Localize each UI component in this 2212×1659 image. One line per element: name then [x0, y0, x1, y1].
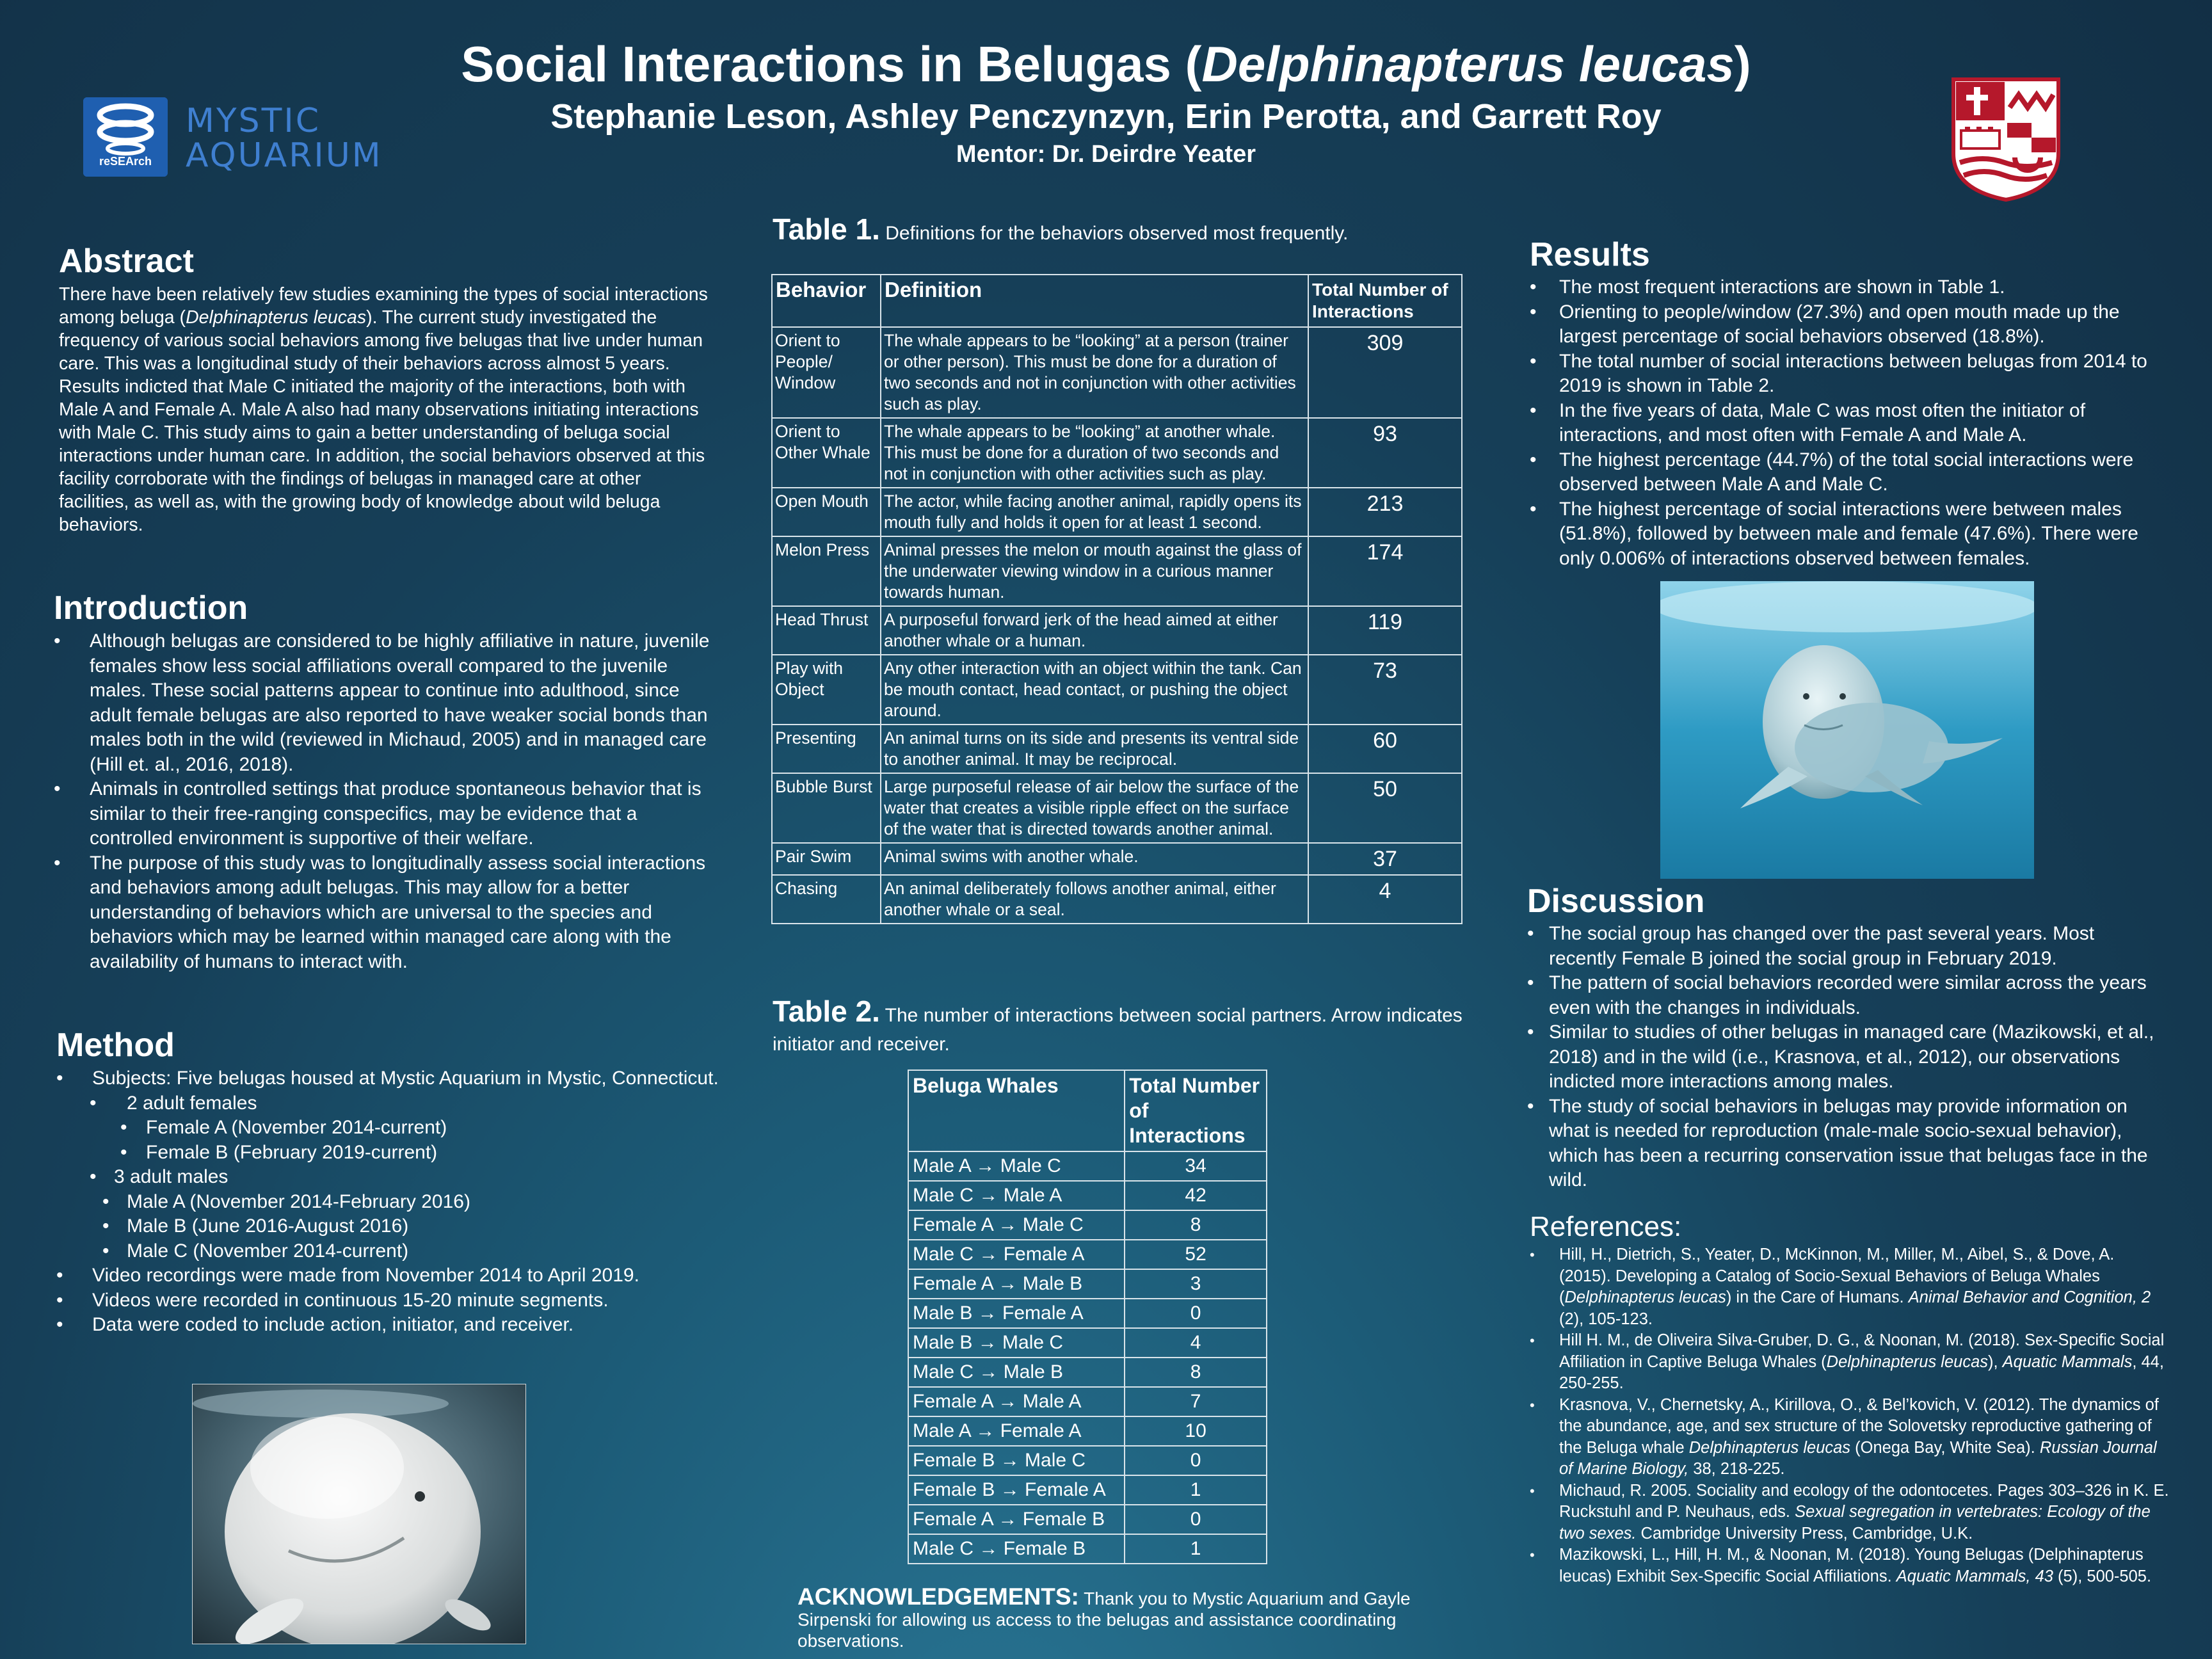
count-cell: 1	[1125, 1534, 1267, 1564]
method-heading: Method	[56, 1027, 175, 1064]
logo-line-1: MYSTIC	[186, 102, 321, 140]
results-list	[1530, 275, 2170, 571]
table2-caption-text: The number of interactions between social partners. Arrow indicates initiator and receiver.	[773, 1005, 1463, 1055]
count-cell: 0	[1125, 1505, 1267, 1534]
table-row	[908, 1505, 1267, 1534]
definition-cell: The actor, while facing another animal, rapidly opens its mouth fully and holds it open for at least 1 second.	[881, 488, 1308, 536]
count-cell: 60	[1308, 725, 1462, 773]
count-cell: 0	[1125, 1299, 1267, 1328]
reference-text: Hill, H., Dietrich, S., Yeater, D., McKinnon, M., Miller, M., Aibel, S., & Dove, A. (2015). Developing a Catalog of Socio-Sexual Behaviors of Beluga Whales (	[1559, 1246, 2115, 1306]
crest-shield-icon	[1951, 77, 2061, 202]
discussion-list	[1527, 922, 2161, 1193]
table-row	[908, 1181, 1267, 1210]
discussion-heading: Discussion	[1527, 883, 1705, 920]
table-row	[772, 773, 1462, 843]
introduction-list	[54, 629, 719, 974]
definition-cell: Animal swims with another whale.	[881, 843, 1308, 875]
list-item: • The most frequent interactions are shown in Table 1.	[1530, 275, 2170, 300]
list-item: • Female A (November 2014-current)	[56, 1116, 722, 1141]
abstract-text	[59, 283, 712, 536]
reference-italic: Russian Journal of Marine Biology,	[1559, 1438, 2157, 1478]
table1-caption	[773, 211, 1348, 255]
table-row	[908, 1299, 1267, 1328]
pair-cell: Male C → Female B	[908, 1534, 1125, 1564]
acknowledgements-text: Thank you to Mystic Aquarium and Gayle Sirpenski for allowing us access to the belugas and assistance coordinating observations.	[797, 1589, 1411, 1651]
count-cell: 37	[1308, 843, 1462, 875]
reference-text: Hill H. M., de Oliveira Silva-Gruber, D. G., & Noonan, M. (2018). Sex-Specific Social Affiliation in Captive Beluga Whales (	[1559, 1331, 2165, 1371]
pair-cell: Female B → Female A	[908, 1475, 1125, 1505]
poster-authors: Stephanie Leson, Ashley Penczynzyn, Erin Perotta, and Garrett Roy	[550, 97, 1662, 136]
definition-cell: The whale appears to be “looking” at a person (trainer or other person). This must be done for a duration of two seconds and not in conjunction with other activities such as play.	[881, 327, 1308, 418]
list-item: • Orienting to people/window (27.3%) and open mouth made up the largest percentage of social behaviors observed (18.8%).	[1530, 300, 2170, 349]
mystic-aquarium-logo	[83, 97, 383, 180]
list-item: • 2 adult females	[56, 1091, 722, 1116]
introduction-heading: Introduction	[54, 589, 248, 627]
list-item: • The pattern of social behaviors recorded were similar across the years even with the changes in individuals.	[1527, 971, 2161, 1020]
count-cell: 52	[1125, 1240, 1267, 1269]
definition-cell: An animal turns on its side and presents its ventral side to another animal. It may be reciprocal.	[881, 725, 1308, 773]
column-header-total: Total Number of Interactions	[1125, 1070, 1267, 1151]
count-cell: 174	[1308, 536, 1462, 606]
title-species-name: Delphinapterus leucas	[1201, 36, 1735, 92]
table-row	[908, 1416, 1267, 1446]
social-partners-table	[908, 1070, 1267, 1564]
reference-italic: Aquatic Mammals, 43	[1896, 1567, 2053, 1585]
list-item: • Videos were recorded in continuous 15-20 minute segments.	[56, 1288, 722, 1313]
definition-cell: The whale appears to be “looking” at another whale. This must be done for a duration of two seconds and not in conjunction with other activities such as play.	[881, 418, 1308, 488]
pair-cell: Male A → Female A	[908, 1416, 1125, 1446]
university-crest-icon	[1951, 77, 2061, 202]
list-item: • Male B (June 2016-August 2016)	[56, 1214, 722, 1239]
abstract-heading: Abstract	[59, 243, 194, 280]
table-row	[772, 536, 1462, 606]
reference-item	[1530, 1395, 2170, 1480]
count-cell: 73	[1308, 655, 1462, 725]
definition-cell: Large purposeful release of air below the surface of the water that creates a visible ripple effect on the surface of the water that is directed towards another animal.	[881, 773, 1308, 843]
poster-title	[0, 35, 2212, 93]
table2-caption	[773, 995, 1528, 1061]
reference-text: (5), 500-505.	[2053, 1567, 2152, 1585]
column-header-belugas: Beluga Whales	[908, 1070, 1125, 1151]
count-cell: 4	[1308, 875, 1462, 924]
reference-italic: Delphinapterus leucas	[1564, 1288, 1726, 1306]
reference-text: (2), 105-123.	[1559, 1310, 1653, 1328]
list-item: • In the five years of data, Male C was most often the initiator of interactions, and most often with Female A and Male A.	[1530, 399, 2170, 448]
reference-item	[1530, 1330, 2170, 1395]
table-row	[908, 1240, 1267, 1269]
reference-text: 38, 218-225.	[1688, 1460, 1785, 1478]
behavior-cell: Melon Press	[772, 536, 881, 606]
reference-italic: Animal Behavior and Cognition, 2	[1908, 1288, 2151, 1306]
reference-italic: Aquatic Mammals	[2002, 1352, 2133, 1371]
pair-cell: Male B → Male C	[908, 1328, 1125, 1358]
list-item: • Animals in controlled settings that produce spontaneous behavior that is similar to their free-ranging conspecifics, may be evidence that a controlled environment is supportive of their welfare.	[54, 777, 719, 851]
logo-research-badge: reSEArch	[99, 155, 152, 168]
reference-text: Mazikowski, L., Hill, H. M., & Noonan, M. (2018). Young Belugas (Delphinapterus leucas) Exhibit Sex-Specific Social Affiliations.	[1559, 1546, 2144, 1585]
list-item: • The total number of social interactions between belugas from 2014 to 2019 is shown in Table 2.	[1530, 349, 2170, 399]
count-cell: 309	[1308, 327, 1462, 418]
pair-cell: Male C → Male A	[908, 1181, 1125, 1210]
table-row	[772, 875, 1462, 924]
table-row	[908, 1446, 1267, 1475]
logo-line-2: AQUARIUM	[186, 136, 383, 175]
table-row	[772, 843, 1462, 875]
list-item: • The highest percentage (44.7%) of the total social interactions were observed between Male A and Male C.	[1530, 448, 2170, 497]
table1-caption-label: Table 1.	[773, 212, 880, 246]
reference-text: ),	[1988, 1352, 2003, 1371]
behavior-cell: Pair Swim	[772, 843, 881, 875]
count-cell: 34	[1125, 1151, 1267, 1181]
reference-italic: Delphinapterus leucas	[1688, 1438, 1851, 1457]
behavior-cell: Head Thrust	[772, 606, 881, 655]
list-item: • Similar to studies of other belugas in managed care (Mazikowski, et al., 2018) and in the wild (i.e., Krasnova, et al., 2012), our observations indicted more interactions among males.	[1527, 1020, 2161, 1094]
reference-italic: Sexual segregation in vertebrates: Ecology of the two sexes.	[1559, 1503, 2151, 1543]
count-cell: 8	[1125, 1210, 1267, 1240]
list-item: • The purpose of this study was to longitudinally assess social interactions and behaviors among adult belugas. This may allow for a better understanding of behaviors which are universal to the species and behaviors which may be learned within managed care along with the availability of humans to interact with.	[54, 851, 719, 975]
reference-text: Cambridge University Press, Cambridge, U.K.	[1636, 1524, 1973, 1543]
table-row	[908, 1534, 1267, 1564]
list-item: • Although belugas are considered to be highly affiliative in nature, juvenile females show less social affiliations overall compared to the juvenile males. These social patterns appear to continue into adulthood, since adult female belugas are also reported to have weaker social bonds than males both in the wild (reviewed in Michaud, 2005) and in managed care (Hill et. al., 2016, 2018).	[54, 629, 719, 777]
poster-mentor: Mentor: Dr. Deirdre Yeater	[956, 141, 1256, 168]
list-item: • The study of social behaviors in belugas may provide information on what is needed for reproduction (male-male socio-sexual behavior), which has been a recurring conservation issue that belugas face in the wild.	[1527, 1094, 2161, 1193]
beluga-underwater-image	[1660, 581, 2034, 879]
behavior-cell: Bubble Burst	[772, 773, 881, 843]
abstract-text-part: There have been relatively few studies examining the types of social interactions among beluga (	[59, 284, 708, 328]
references-heading: References:	[1530, 1211, 1682, 1242]
column-header-total: Total Number of Interactions	[1308, 275, 1462, 327]
table-row	[908, 1387, 1267, 1416]
behavior-cell: Chasing	[772, 875, 881, 924]
pair-cell: Male C → Male B	[908, 1358, 1125, 1387]
table-header-row	[908, 1070, 1267, 1151]
table-row	[908, 1210, 1267, 1240]
count-cell: 7	[1125, 1387, 1267, 1416]
table2-caption-label: Table 2.	[773, 995, 880, 1028]
list-item: • The highest percentage of social interactions were between males (51.8%), followed by between male and female (47.6%). There were only 0.006% of interactions observed between females.	[1530, 497, 2170, 572]
pair-cell: Male A → Male C	[908, 1151, 1125, 1181]
table-row	[772, 488, 1462, 536]
behavior-cell: Play with Object	[772, 655, 881, 725]
table-row	[772, 418, 1462, 488]
behavior-cell: Orient to Other Whale	[772, 418, 881, 488]
pair-cell: Female B → Male C	[908, 1446, 1125, 1475]
table-row	[908, 1151, 1267, 1181]
list-item: • Male C (November 2014-current)	[56, 1239, 722, 1264]
reference-text: Michaud, R. 2005. Sociality and ecology of the odontocetes. Pages 303–326 in K. E. Ruckstuhl and P. Neuhaus, eds.	[1559, 1481, 2169, 1521]
count-cell: 93	[1308, 418, 1462, 488]
reference-text: Krasnova, V., Chernetsky, A., Kirillova, O., & Bel’kovich, V. (2012). The dynamics of the abundance, age, and sex structure of the Solovetsky reproductive gathering of the Beluga whale	[1559, 1395, 2159, 1457]
list-item: • Video recordings were made from November 2014 to April 2019.	[56, 1263, 722, 1288]
list-item: • Male A (November 2014-February 2016)	[56, 1190, 722, 1215]
reference-text: ) in the Care of Humans.	[1726, 1288, 1909, 1306]
reference-item	[1530, 1480, 2170, 1545]
table-row	[908, 1475, 1267, 1505]
behavior-cell: Orient to People/ Window	[772, 327, 881, 418]
definition-cell: Animal presses the melon or mouth against the glass of the underwater viewing window in a curious manner towards human.	[881, 536, 1308, 606]
list-item: • Subjects: Five belugas housed at Mystic Aquarium in Mystic, Connecticut.	[56, 1066, 722, 1091]
list-item: • Female B (February 2019-current)	[56, 1141, 722, 1166]
title-text-end: )	[1734, 36, 1751, 92]
count-cell: 50	[1308, 773, 1462, 843]
reference-text: , 44, 250-255.	[1559, 1352, 2164, 1392]
table-row	[908, 1269, 1267, 1299]
references-list	[1530, 1244, 2170, 1587]
table-row	[908, 1358, 1267, 1387]
behavior-cell: Presenting	[772, 725, 881, 773]
table-row	[772, 327, 1462, 418]
reference-item	[1530, 1544, 2170, 1587]
reference-text: (Onega Bay, White Sea).	[1850, 1438, 2040, 1457]
count-cell: 0	[1125, 1446, 1267, 1475]
definition-cell: Any other interaction with an object within the tank. Can be mouth contact, head contact, or pushing the object around.	[881, 655, 1308, 725]
pair-cell: Female A → Male C	[908, 1210, 1125, 1240]
results-heading: Results	[1530, 236, 1650, 273]
abstract-species-name: Delphinapterus leucas	[186, 307, 367, 328]
count-cell: 1	[1125, 1475, 1267, 1505]
count-cell: 42	[1125, 1181, 1267, 1210]
reference-item	[1530, 1244, 2170, 1330]
count-cell: 10	[1125, 1416, 1267, 1446]
reference-italic: Delphinapterus leucas	[1826, 1352, 1988, 1371]
beluga-closeup-image	[193, 1384, 525, 1644]
beluga-photo-underwater	[1660, 581, 2034, 879]
beluga-photo-closeup	[192, 1384, 526, 1644]
table-row	[908, 1328, 1267, 1358]
list-item: • Data were coded to include action, initiator, and receiver.	[56, 1313, 722, 1338]
table-row	[772, 655, 1462, 725]
behavior-cell: Open Mouth	[772, 488, 881, 536]
pair-cell: Male C → Female A	[908, 1240, 1125, 1269]
list-item: • The social group has changed over the past several years. Most recently Female B joined the social group in February 2019.	[1527, 922, 2161, 971]
table-row	[772, 606, 1462, 655]
pair-cell: Female A → Female B	[908, 1505, 1125, 1534]
count-cell: 3	[1125, 1269, 1267, 1299]
pair-cell: Male B → Female A	[908, 1299, 1125, 1328]
count-cell: 119	[1308, 606, 1462, 655]
abstract-text-part: ). The current study investigated the frequency of various social behaviors among five belugas that live under human care. This was a longitudinal study of their behaviors across almost 5 years. Results indicted that Male C initiated the majority of the interactions, both with Male A and Female A. Male A also had many observations initiating interactions with Male C. This study aims to gain a better understanding of beluga social interactions under human care. In addition, the social behaviors observed at this facility corroborate with the findings of belugas in managed care at other facilities, as well as, with the growing body of knowledge about wild beluga behaviors.	[59, 307, 705, 535]
count-cell: 213	[1308, 488, 1462, 536]
definition-cell: An animal deliberately follows another animal, either another whale or a seal.	[881, 875, 1308, 924]
list-item: • 3 adult males	[56, 1165, 722, 1190]
behavior-definitions-table	[771, 274, 1463, 924]
pair-cell: Female A → Male A	[908, 1387, 1125, 1416]
acknowledgements	[797, 1583, 1438, 1651]
acknowledgements-heading: ACKNOWLEDGEMENTS:	[797, 1583, 1079, 1610]
table-header-row	[772, 275, 1462, 327]
count-cell: 4	[1125, 1328, 1267, 1358]
column-header-behavior: Behavior	[772, 275, 881, 327]
method-list	[56, 1066, 722, 1338]
title-text: Social Interactions in Belugas (	[461, 36, 1202, 92]
definition-cell: A purposeful forward jerk of the head aimed at either another whale or a human.	[881, 606, 1308, 655]
pair-cell: Female A → Male B	[908, 1269, 1125, 1299]
table1-caption-text: Definitions for the behaviors observed most frequently.	[879, 223, 1349, 244]
column-header-definition: Definition	[881, 275, 1308, 327]
table-row	[772, 725, 1462, 773]
count-cell: 8	[1125, 1358, 1267, 1387]
mystic-aquarium-logo-icon	[83, 97, 168, 177]
